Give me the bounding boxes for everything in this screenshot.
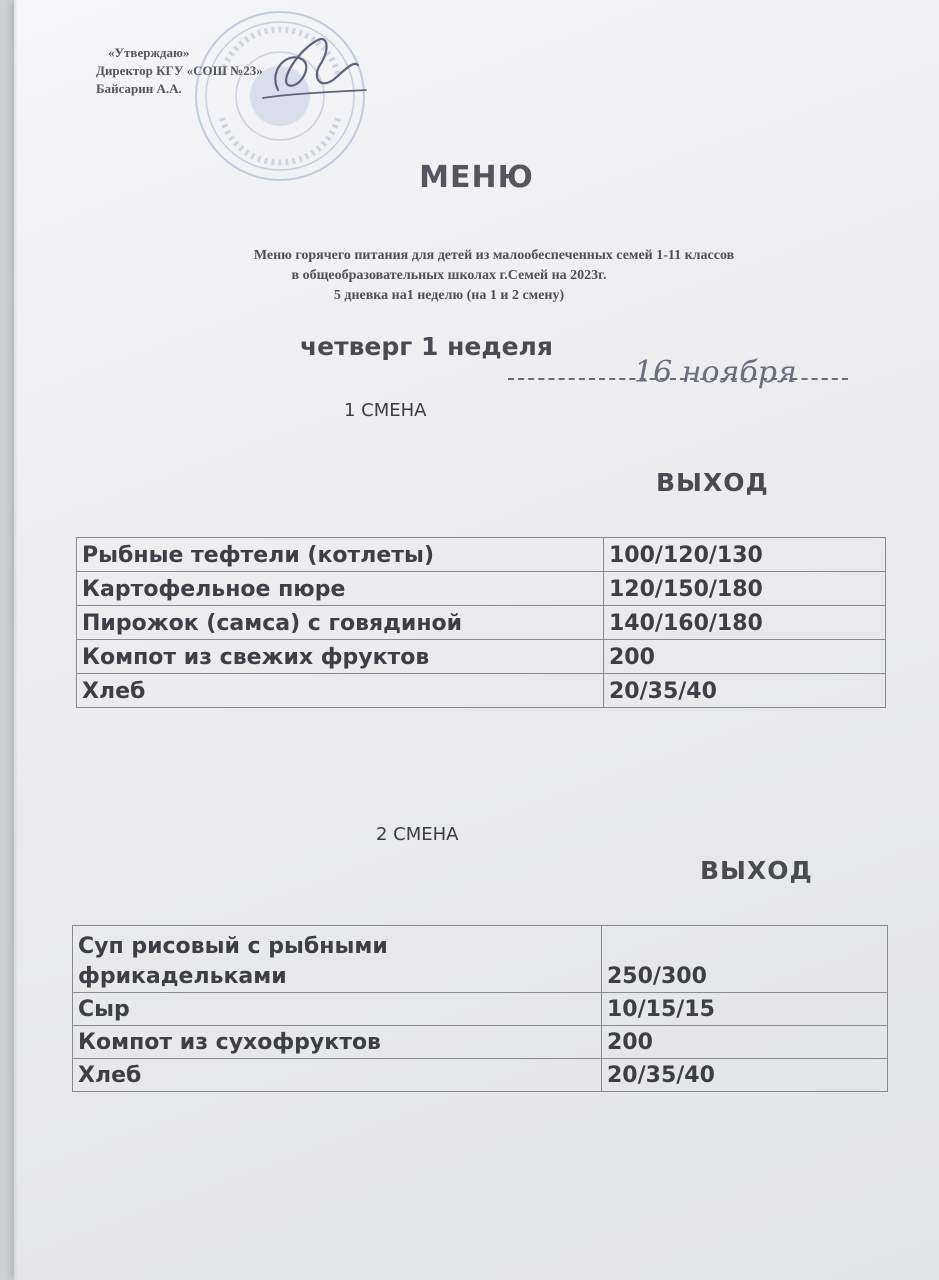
table-row [73, 1059, 888, 1092]
dish-line: Суп рисовый с рыбными [78, 934, 388, 959]
shift-2-label: 2 СМЕНА [376, 824, 459, 845]
dish-cell: Картофельное пюре [77, 572, 604, 606]
output-cell: 100/120/130 [604, 538, 886, 572]
approval-line-2: Директор КГУ «СОШ №23» [96, 63, 263, 78]
table-row [77, 538, 886, 572]
table-row [77, 606, 886, 640]
table-row [73, 926, 888, 993]
approval-block [96, 44, 263, 98]
dish-cell: Хлеб [77, 674, 604, 708]
output-cell: 250/300 [602, 926, 888, 993]
output-cell: 200 [602, 1026, 888, 1059]
shift-1-menu-table [76, 537, 886, 708]
director-signature [258, 30, 368, 110]
output-cell: 200 [604, 640, 886, 674]
subtitle-line-2: в общеобразовательных школах г.Семей на 2023г. [291, 268, 607, 283]
dish-line: фрикадельками [78, 964, 287, 989]
menu-subtitle [164, 246, 824, 306]
output-cell: 120/150/180 [604, 572, 886, 606]
dish-cell [73, 926, 602, 993]
output-cell: 20/35/40 [604, 674, 886, 708]
shift-1-label: 1 СМЕНА [344, 400, 427, 421]
table-row [77, 674, 886, 708]
shift-2-output-header: ВЫХОД [700, 856, 813, 885]
day-heading: четверг 1 неделя [300, 332, 553, 361]
page-title: МЕНЮ [419, 160, 534, 195]
table-row [77, 572, 886, 606]
handwritten-date [624, 350, 844, 394]
shift-2-menu-table [72, 925, 888, 1092]
approval-line-1: «Утверждаю» [108, 45, 190, 60]
menu-document [14, 0, 939, 1280]
dish-cell: Рыбные тефтели (котлеты) [77, 538, 604, 572]
approval-line-3: Байсарин А.А. [96, 81, 182, 96]
subtitle-line-1: Меню горячего питания для детей из малообеспеченных семей 1-11 классов [253, 248, 735, 263]
dish-cell: Компот из сухофруктов [73, 1026, 602, 1059]
dish-cell: Сыр [73, 993, 602, 1026]
table-row [73, 993, 888, 1026]
subtitle-line-3: 5 дневка на1 неделю (на 1 и 2 смену) [333, 288, 565, 303]
output-cell: 20/35/40 [602, 1059, 888, 1092]
table-row [77, 640, 886, 674]
shift-1-output-header: ВЫХОД [656, 468, 769, 497]
output-cell: 140/160/180 [604, 606, 886, 640]
dish-cell: Хлеб [73, 1059, 602, 1092]
dish-cell: Компот из свежих фруктов [77, 640, 604, 674]
dish-cell: Пирожок (самса) с говядиной [77, 606, 604, 640]
table-row [73, 1026, 888, 1059]
handwritten-date-text: 16 ноября [634, 355, 797, 390]
output-cell: 10/15/15 [602, 993, 888, 1026]
